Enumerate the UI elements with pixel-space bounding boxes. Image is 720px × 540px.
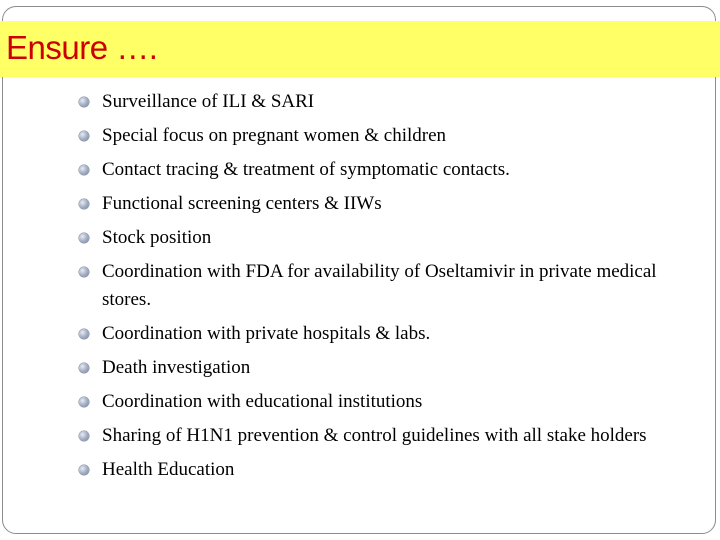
round-bullet-icon bbox=[79, 397, 89, 407]
bullet-item bbox=[76, 88, 696, 116]
round-bullet-icon bbox=[79, 267, 89, 277]
bullet-item bbox=[76, 354, 696, 382]
bullet-item bbox=[76, 388, 696, 416]
bullet-item bbox=[76, 320, 696, 348]
bullet-item bbox=[76, 258, 696, 314]
bullet-text: Special focus on pregnant women & children bbox=[102, 125, 447, 146]
bullet-text: Stock position bbox=[102, 227, 212, 248]
slide-title: Ensure …. bbox=[6, 29, 158, 66]
bullet-text: Death investigation bbox=[102, 357, 251, 378]
bullet-text: Coordination with educational institutions bbox=[102, 391, 423, 412]
round-bullet-icon bbox=[79, 97, 89, 107]
round-bullet-icon bbox=[79, 131, 89, 141]
bullet-text: Sharing of H1N1 prevention & control guidelines with all stake holders bbox=[102, 425, 647, 446]
bullet-text: Functional screening centers & IIWs bbox=[102, 193, 382, 214]
bullet-text: Contact tracing & treatment of symptomatic contacts. bbox=[102, 159, 510, 180]
bullet-item bbox=[76, 190, 696, 218]
bullet-text: Coordination with FDA for availability of Oseltamivir in private medical stores. bbox=[102, 261, 657, 310]
round-bullet-icon bbox=[79, 199, 89, 209]
bullet-item bbox=[76, 456, 696, 484]
round-bullet-icon bbox=[79, 329, 89, 339]
bullet-text: Health Education bbox=[102, 459, 235, 480]
round-bullet-icon bbox=[79, 233, 89, 243]
bullet-item bbox=[76, 156, 696, 184]
bullet-text: Coordination with private hospitals & labs. bbox=[102, 323, 431, 344]
bullet-item bbox=[76, 224, 696, 252]
bullet-item bbox=[76, 122, 696, 150]
round-bullet-icon bbox=[79, 363, 89, 373]
bullet-list bbox=[76, 88, 696, 490]
bullet-item bbox=[76, 422, 696, 450]
bullet-text: Surveillance of ILI & SARI bbox=[102, 91, 315, 112]
round-bullet-icon bbox=[79, 465, 89, 475]
round-bullet-icon bbox=[79, 431, 89, 441]
round-bullet-icon bbox=[79, 165, 89, 175]
